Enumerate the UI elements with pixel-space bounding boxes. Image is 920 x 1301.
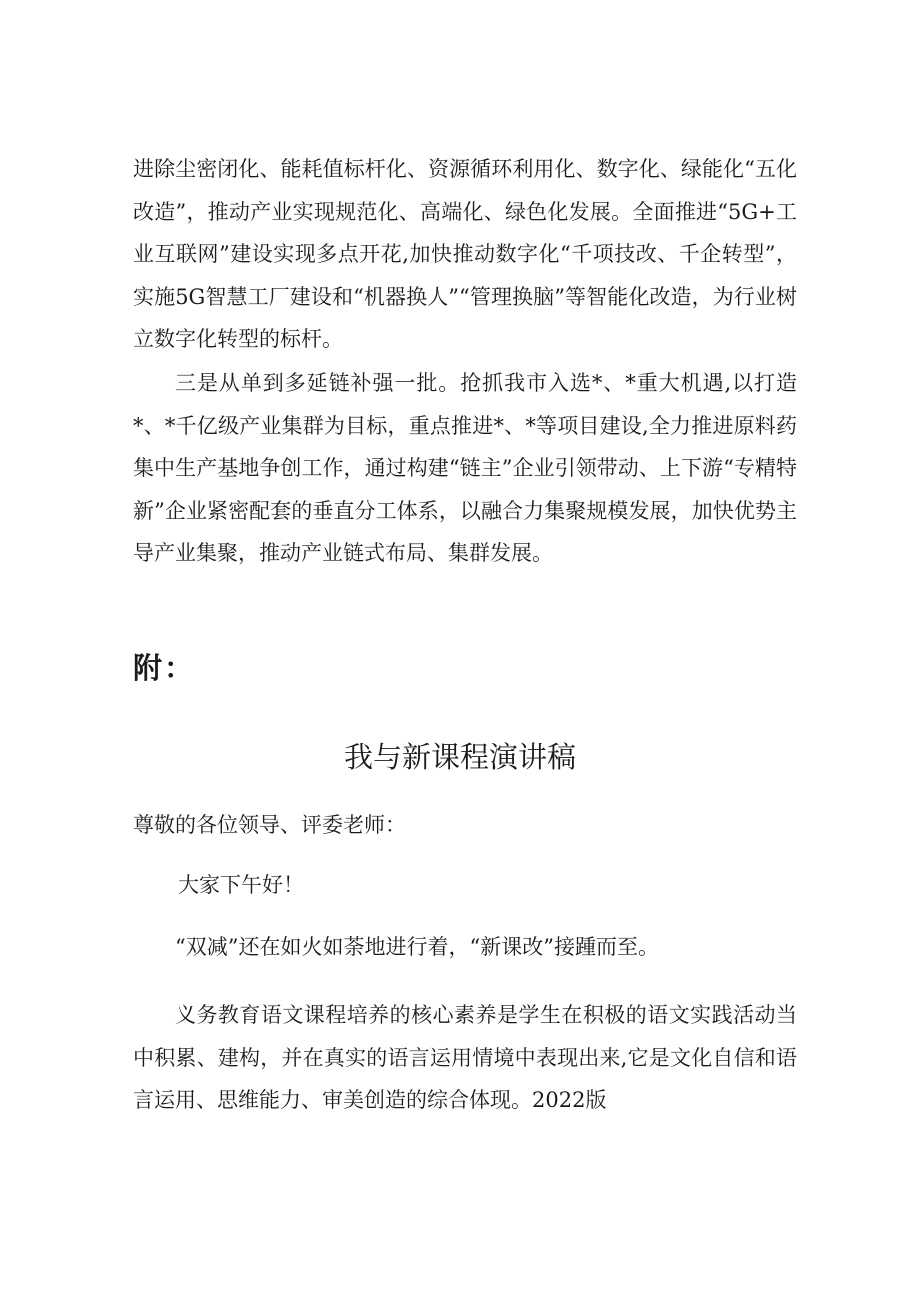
slogan-line: “双减”还在如火如荼地进行着，“新课改”接踵而至。 [175,935,659,959]
attachment-heading: 附： [133,651,196,685]
speech-title: 我与新课程演讲稿 [343,740,576,774]
body-paragraph-five-transformations: 进除尘密闭化、能耗值标杆化、资源循环利用化、数字化、绿能化“五化改造”，推动产业实现规范化、高端化、绿色化发展。全面推进“5G+工业互联网”建设实现多点开花,加快推动数字化“千项技改、千企转型”，实施5G智慧工厂建设和“机器换人”“管理换脑”等智能化改造，为行业树立数字化转型的标杆。 [133,157,797,351]
body-paragraph-industry-chain: 三是从单到多延链补强一批。抢抓我市入选*、*重大机遇,以打造*、*千亿级产业集群为目标，重点推进*、*等项目建设,全力推进原料药集中生产基地争创工作，通过构建“链主”企业引领带动、上下游“专精特新”企业紧密配套的垂直分工体系，以融合力集聚规模发展，加快优势主导产业集聚，推动产业链式布局、集群发展。 [133,371,797,565]
salutation-line: 尊敬的各位领导、评委老师： [133,813,406,837]
greeting-line: 大家下午好！ [178,873,304,897]
body-paragraph-core-literacy: 义务教育语文课程培养的核心素养是学生在积极的语文实践活动当中积累、建构，并在真实的语言运用情境中表现出来,它是文化自信和语言运用、思维能力、审美创造的综合体现。2022版 [133,1003,797,1112]
